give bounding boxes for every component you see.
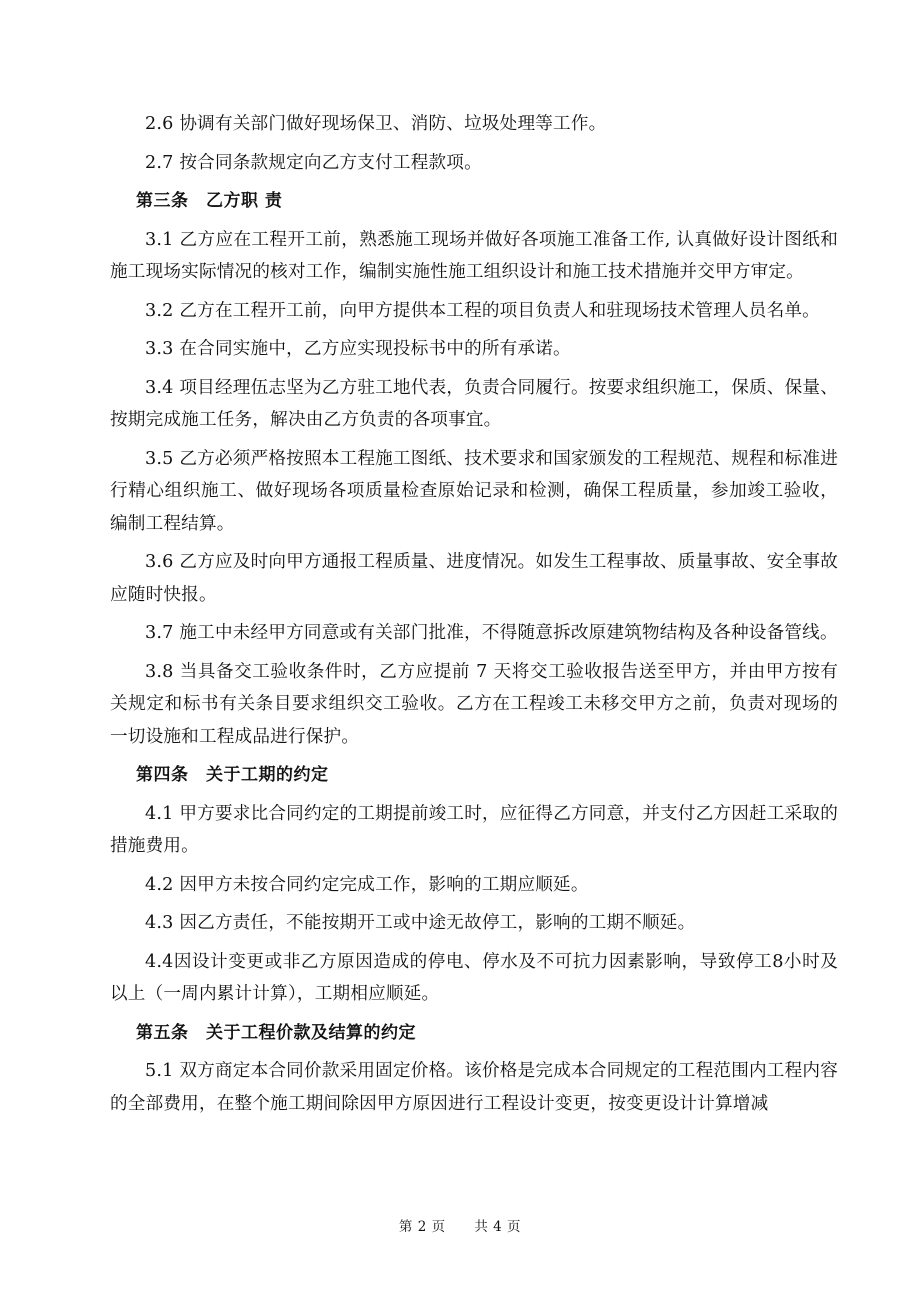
article-4-heading: 第四条 关于工期的约定 <box>136 765 329 785</box>
article-5-heading: 第五条 关于工程价款及结算的约定 <box>136 1022 416 1043</box>
clause-4-2: 4.2 因甲方未按合同约定完成工作，影响的工期应顺延。 <box>145 874 589 895</box>
page-footer <box>0 1215 920 1235</box>
page-number: 第 2 页 <box>398 1219 446 1235</box>
document-body <box>110 108 838 1126</box>
clause-3-8: 3.8 当具备交工验收条件时，乙方应提前 7 天将交工验收报告送至甲方，并由甲方按有关规定和标书有关条目要求组织交工验收。乙方在工程竣工未移交甲方之前，负责对现场的一切设施和工程成品进行保护。 <box>110 661 838 747</box>
clause-3-2: 3.2 乙方在工程开工前，向甲方提供本工程的项目负责人和驻现场技术管理人员名单。 <box>145 300 820 321</box>
clause-3-5: 3.5 乙方必须严格按照本工程施工图纸、技术要求和国家颁发的工程规范、规程和标准进行精心组织施工、做好现场各项质量检查原始记录和检测，确保工程质量，参加竣工验收，编制工程结算。 <box>110 448 838 534</box>
article-3-heading: 第三条 乙方职 责 <box>136 191 283 211</box>
clause-4-3: 4.3 因乙方责任，不能按期开工或中途无故停工，影响的工期不顺延。 <box>145 913 696 933</box>
clause-5-1: 5.1 双方商定本合同价款采用固定价格。该价格是完成本合同规定的工程范围内工程内容的全部费用，在整个施工期间除因甲方原因进行工程设计变更，按变更设计计算增减 <box>110 1061 838 1114</box>
clause-2-6: 2.6 协调有关部门做好现场保卫、消防、垃圾处理等工作。 <box>145 114 607 134</box>
page-total: 共 4 页 <box>474 1219 522 1235</box>
clause-3-4: 3.4 项目经理伍志坚为乙方驻工地代表，负责合同履行。按要求组织施工，保质、保量、按期完成施工任务，解决由乙方负责的各项事宜。 <box>110 377 838 430</box>
clause-3-1: 3.1 乙方应在工程开工前，熟悉施工现场并做好各项施工准备工作, 认真做好设计图纸和施工现场实际情况的核对工作，编制实施性施工组织设计和施工技术措施并交甲方审定。 <box>110 229 838 282</box>
clause-3-3: 3.3 在合同实施中，乙方应实现投标书中的所有承诺。 <box>145 339 571 359</box>
clause-4-1: 4.1 甲方要求比合同约定的工期提前竣工时，应征得乙方同意，并支付乙方因赶工采取的措施费用。 <box>110 803 838 856</box>
clause-2-7: 2.7 按合同条款规定向乙方支付工程款项。 <box>145 152 482 173</box>
clause-4-4: 4.4因设计变更或非乙方原因造成的停电、停水及不可抗力因素影响，导致停工8小时及以上（一周内累计计算），工期相应顺延。 <box>110 951 838 1004</box>
clause-3-6: 3.6 乙方应及时向甲方通报工程质量、进度情况。如发生工程事故、质量事故、安全事故应随时快报。 <box>110 552 838 605</box>
clause-3-7: 3.7 施工中未经甲方同意或有关部门批准，不得随意拆改原建筑物结构及各种设备管线。 <box>145 623 838 643</box>
